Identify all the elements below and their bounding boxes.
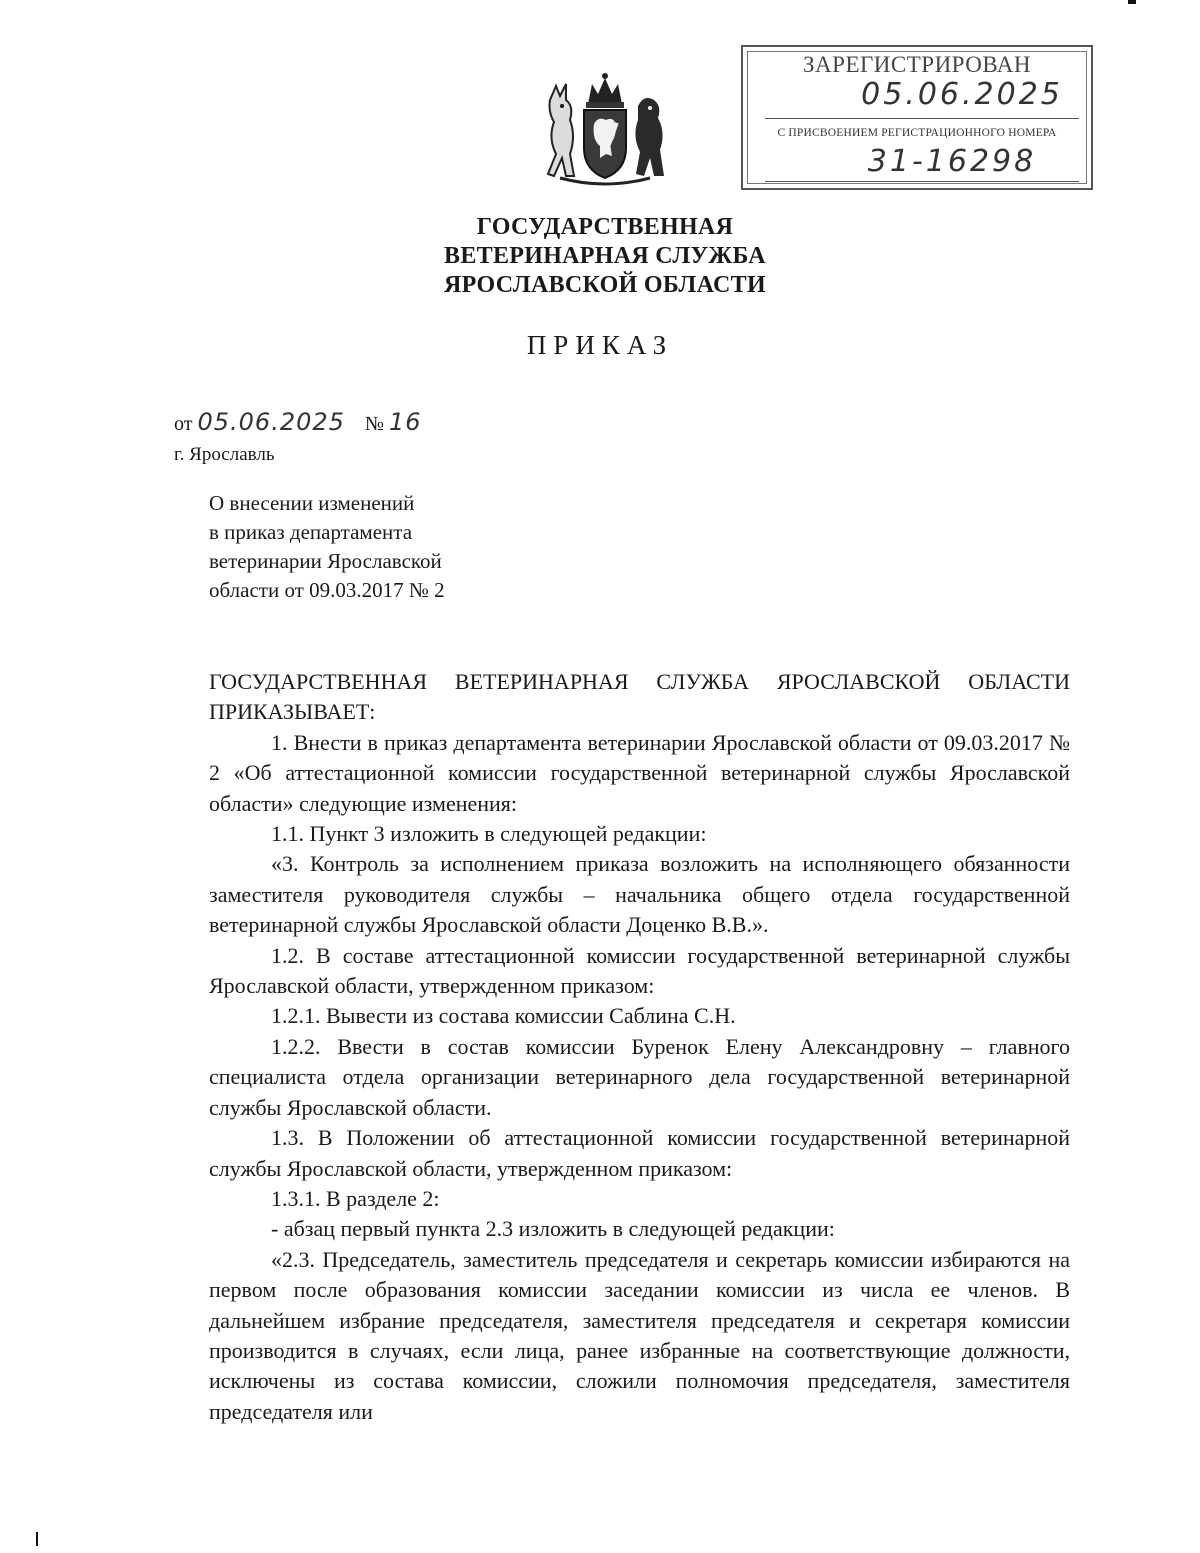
body-paragraph: 1.3. В Положении об аттестационной комиссии государственной ветеринарной службы Ярославской области, утвержденном приказом: bbox=[209, 1125, 1070, 1181]
city: г. Ярославль bbox=[174, 444, 275, 465]
body-paragraph: - абзац первый пункта 2.3 изложить в следующей редакции: bbox=[271, 1216, 835, 1242]
org-line: ВЕТЕРИНАРНАЯ СЛУЖБА bbox=[444, 243, 766, 269]
org-line: ЯРОСЛАВСКОЙ ОБЛАСТИ bbox=[444, 272, 766, 298]
from-label: от bbox=[174, 413, 193, 435]
body-paragraph: «2.3. Председатель, заместитель председателя и секретарь комиссии избираются на первом после образования комиссии заседании комиссии из числа ее членов. В дальнейшем избрание председателя, заместителя председателя и секретаря комиссии производится в случаях, если лица, ранее избранные на соответствующие должности, исключены из состава комиссии, сложили полномочия председателя, заместителя председателя или bbox=[209, 1246, 1070, 1424]
scan-artifact bbox=[1128, 0, 1136, 4]
stamp-date: 05.06.2025 bbox=[861, 77, 1063, 112]
coat-of-arms-icon bbox=[540, 66, 670, 188]
body-paragraph: 1.2.1. Вывести из состава комиссии Саблина С.Н. bbox=[271, 1003, 736, 1029]
body-paragraph: 1.3.1. В разделе 2: bbox=[271, 1185, 440, 1211]
body-paragraph: 1.2.2. Ввести в состав комиссии Буренок Елену Александровну – главного специалиста отдела организации ветеринарного дела государственной ветеринарной службы Ярославской области. bbox=[209, 1033, 1070, 1120]
order-date-line bbox=[174, 408, 422, 436]
subject-line: О внесении изменений bbox=[209, 491, 415, 515]
stamp-divider bbox=[765, 181, 1079, 182]
stamp-registration-number: 31-16298 bbox=[867, 144, 1037, 179]
subject-line: ветеринарии Ярославской bbox=[209, 549, 442, 573]
body-paragraph: 1.2. В составе аттестационной комиссии государственной ветеринарной службы Ярославской области, утвержденном приказом: bbox=[209, 942, 1070, 999]
order-body bbox=[209, 667, 1070, 1427]
number-label: № bbox=[364, 413, 384, 435]
stamp-divider bbox=[765, 118, 1079, 119]
subject-line: в приказ департамента bbox=[209, 520, 413, 544]
subject-line: области от 09.03.2017 № 2 bbox=[209, 578, 445, 602]
body-paragraph: «3. Контроль за исполнением приказа возложить на исполняющего обязанности заместителя руководителя службы – начальника общего отдела государственной ветеринарной службы Ярославской области Доценко В.В.». bbox=[209, 851, 1070, 938]
stamp-title: ЗАРЕГИСТРИРОВАН bbox=[803, 52, 1031, 77]
document-type: ПРИКАЗ bbox=[526, 330, 674, 360]
organization-name bbox=[340, 213, 870, 300]
body-paragraph: 1.1. Пункт 3 изложить в следующей редакции: bbox=[271, 821, 707, 847]
registration-stamp bbox=[741, 45, 1093, 190]
body-preamble: ГОСУДАРСТВЕННАЯ ВЕТЕРИНАРНАЯ СЛУЖБА ЯРОСЛАВСКОЙ ОБЛАСТИ ПРИКАЗЫВАЕТ: bbox=[209, 669, 1070, 725]
body-paragraph: 1. Внести в приказ департамента ветеринарии Ярославской области от 09.03.2017 № 2 «Об аттестационной комиссии государственной ветеринарной службы Ярославской области» следующие изменения: bbox=[209, 729, 1070, 816]
order-number: 16 bbox=[389, 408, 422, 436]
order-subject bbox=[209, 489, 529, 605]
org-line: ГОСУДАРСТВЕННАЯ bbox=[476, 214, 734, 240]
order-date: 05.06.2025 bbox=[197, 408, 345, 436]
scan-artifact bbox=[36, 1532, 38, 1546]
stamp-subtitle: С ПРИСВОЕНИЕМ РЕГИСТРАЦИОННОГО НОМЕРА bbox=[777, 127, 1057, 139]
